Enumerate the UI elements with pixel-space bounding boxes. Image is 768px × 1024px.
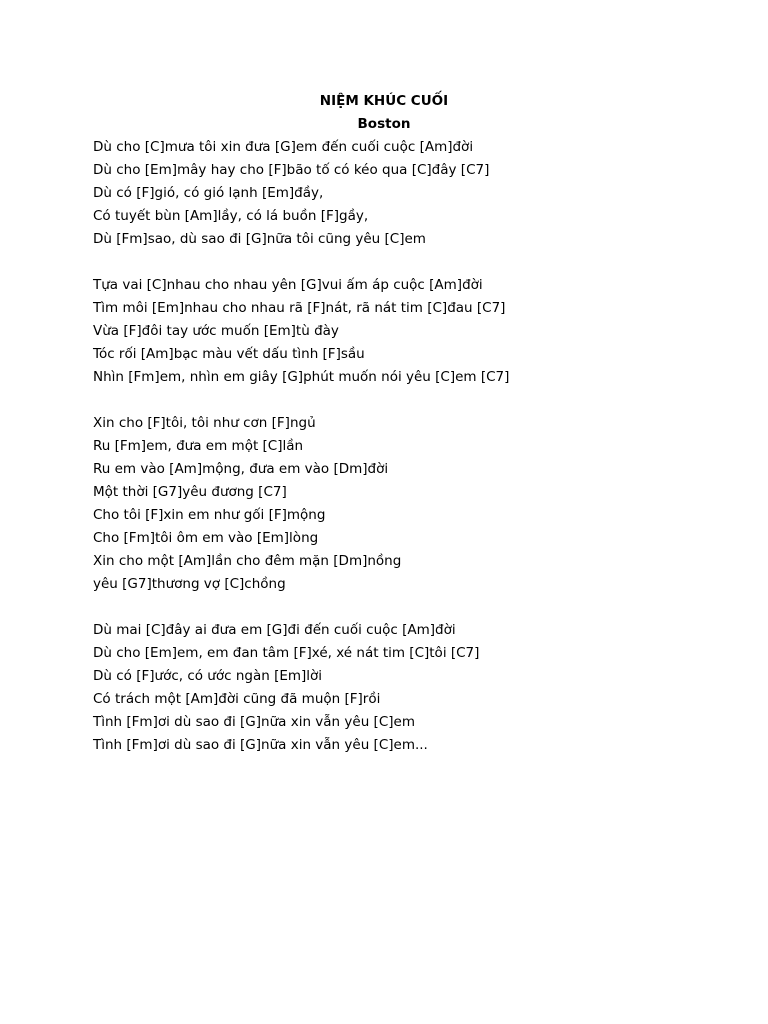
lyric-line: Có tuyết bùn [Am]lầy, có lá buồn [F]gầy, — [93, 208, 369, 224]
lyric-line: Dù có [F]gió, có gió lạnh [Em]đầy, — [93, 185, 324, 201]
lyric-line: Tình [Fm]ơi dù sao đi [G]nữa xin vẫn yêu [C]em — [93, 714, 415, 730]
stanza-1 — [93, 136, 733, 251]
lyric-line: Ru em vào [Am]mộng, đưa em vào [Dm]đời — [93, 461, 389, 477]
lyric-line: Dù mai [C]đây ai đưa em [G]đi đến cuối cuộc [Am]đời — [93, 622, 456, 638]
lyric-line: Dù cho [C]mưa tôi xin đưa [G]em đến cuối cuộc [Am]đời — [93, 139, 474, 155]
lyric-line: Xin cho một [Am]lần cho đêm mặn [Dm]nồng — [93, 553, 402, 569]
lyric-line: Dù có [F]ước, có ước ngàn [Em]lời — [93, 668, 323, 684]
lyric-line: Tóc rối [Am]bạc màu vết dấu tình [F]sầu — [93, 346, 365, 362]
lyric-line: Nhìn [Fm]em, nhìn em giây [G]phút muốn nói yêu [C]em [C7] — [93, 369, 510, 385]
lyric-line: Dù cho [Em]em, em đan tâm [F]xé, xé nát tim [C]tôi [C7] — [93, 645, 480, 661]
lyric-line: Cho [Fm]tôi ôm em vào [Em]lòng — [93, 530, 319, 546]
lyric-line: Vừa [F]đôi tay ước muốn [Em]tù đày — [93, 323, 339, 339]
lyric-line: Có trách một [Am]đời cũng đã muộn [F]rồi — [93, 691, 381, 707]
lyric-line: Tựa vai [C]nhau cho nhau yên [G]vui ấm áp cuộc [Am]đời — [93, 277, 483, 293]
lyric-line: Tình [Fm]ơi dù sao đi [G]nữa xin vẫn yêu [C]em... — [93, 737, 428, 753]
lyric-line: Cho tôi [F]xin em như gối [F]mộng — [93, 507, 326, 523]
stanza-3 — [93, 412, 733, 596]
lyrics-body — [93, 136, 733, 780]
lyric-line: Dù cho [Em]mây hay cho [F]bão tố có kéo qua [C]đây [C7] — [93, 162, 490, 178]
stanza-4 — [93, 619, 733, 757]
lyric-line: Xin cho [F]tôi, tôi như cơn [F]ngủ — [93, 415, 316, 431]
song-artist: Boston — [357, 116, 411, 132]
lyric-line: yêu [G7]thương vợ [C]chồng — [93, 576, 286, 592]
lyric-line: Dù [Fm]sao, dù sao đi [G]nữa tôi cũng yêu [C]em — [93, 231, 426, 247]
lyric-line: Ru [Fm]em, đưa em một [C]lần — [93, 438, 304, 454]
lyric-line: Tìm môi [Em]nhau cho nhau rã [F]nát, rã nát tim [C]đau [C7] — [93, 300, 506, 316]
song-title: NIỆM KHÚC CUỐI — [319, 93, 449, 109]
lyric-line: Một thời [G7]yêu đương [C7] — [93, 484, 287, 500]
stanza-2 — [93, 274, 733, 389]
